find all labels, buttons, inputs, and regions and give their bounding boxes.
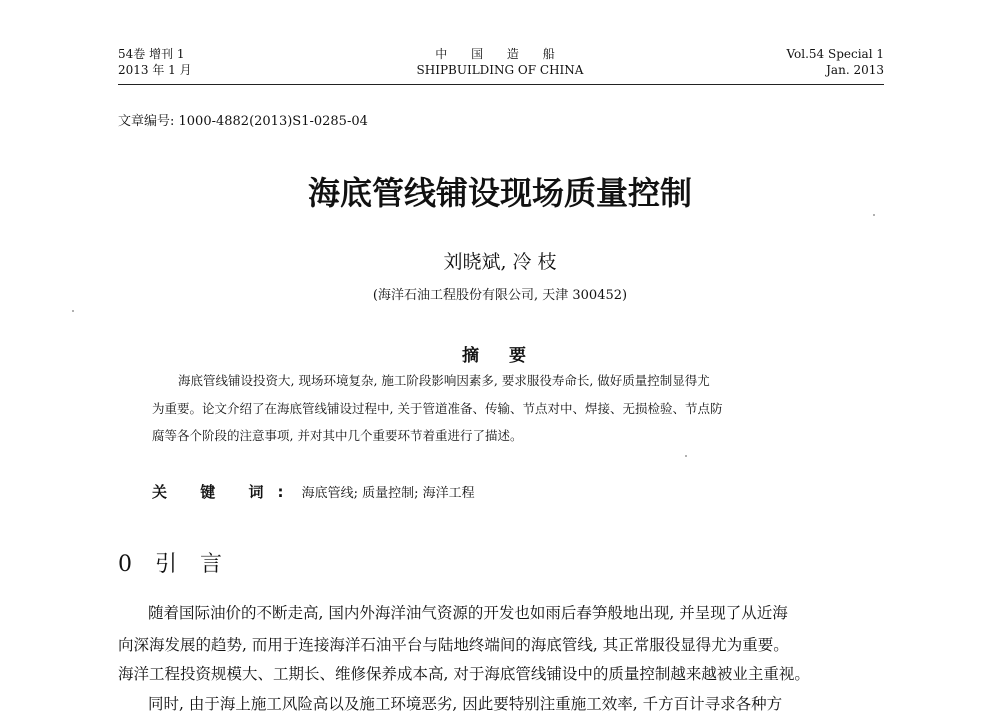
article-number: 文章编号: 1000-4882(2013)S1-0285-04 <box>118 114 368 129</box>
paper-title: 海底管线铺设现场质量控制 <box>307 174 692 212</box>
header-right <box>786 46 884 78</box>
scan-speck <box>685 455 687 457</box>
scan-speck <box>72 310 74 312</box>
section-heading: 0 引 言 <box>118 552 230 577</box>
body-text-line: 向深海发展的趋势, 而用于连接海洋石油平台与陆地终端间的海底管线, 其正常服役显得尤为重要。 <box>118 636 789 654</box>
header-date: 2013 年 1 月 <box>118 63 192 77</box>
abstract-heading: 摘 要 <box>462 346 538 366</box>
header-rule <box>118 84 884 85</box>
journal-name-en: SHIPBUILDING OF CHINA <box>416 63 584 77</box>
keywords-label: 关 键 词: <box>152 483 298 501</box>
abstract-line: 腐等各个阶段的注意事项, 并对其中几个重要环节着重进行了描述。 <box>152 428 523 443</box>
body-text-line: 同时, 由于海上施工风险高以及施工环境恶劣, 因此要特别注重施工效率, 千方百计寻求各种方 <box>148 695 783 713</box>
keywords-value: 海底管线; 质量控制; 海洋工程 <box>301 486 475 501</box>
paper-authors: 刘晓斌, 冷 枝 <box>443 251 557 273</box>
abstract-line: 海底管线铺设投资大, 现场环境复杂, 施工阶段影响因素多, 要求服役寿命长, 做好质量控制显得尤 <box>178 373 710 388</box>
header-volume: 54卷 增刊 1 <box>118 47 185 61</box>
journal-name-cn: 中 国 造 船 <box>435 47 565 61</box>
header-date-en: Jan. 2013 <box>826 63 884 77</box>
paper-affiliation: (海洋石油工程股份有限公司, 天津 300452) <box>372 288 628 303</box>
keywords <box>152 481 475 502</box>
body-text-line: 海洋工程投资规模大、工期长、维修保养成本高, 对于海底管线铺设中的质量控制越来越被业主重视。 <box>118 665 810 683</box>
scan-speck <box>873 214 875 216</box>
abstract-line: 为重要。论文介绍了在海底管线铺设过程中, 关于管道准备、传输、节点对中、焊接、无损检验、节点防 <box>152 401 723 416</box>
header-volume-en: Vol.54 Special 1 <box>786 47 884 61</box>
body-text-line: 随着国际油价的不断走高, 国内外海洋油气资源的开发也如雨后春笋般地出现, 并呈现了从近海 <box>148 604 788 622</box>
